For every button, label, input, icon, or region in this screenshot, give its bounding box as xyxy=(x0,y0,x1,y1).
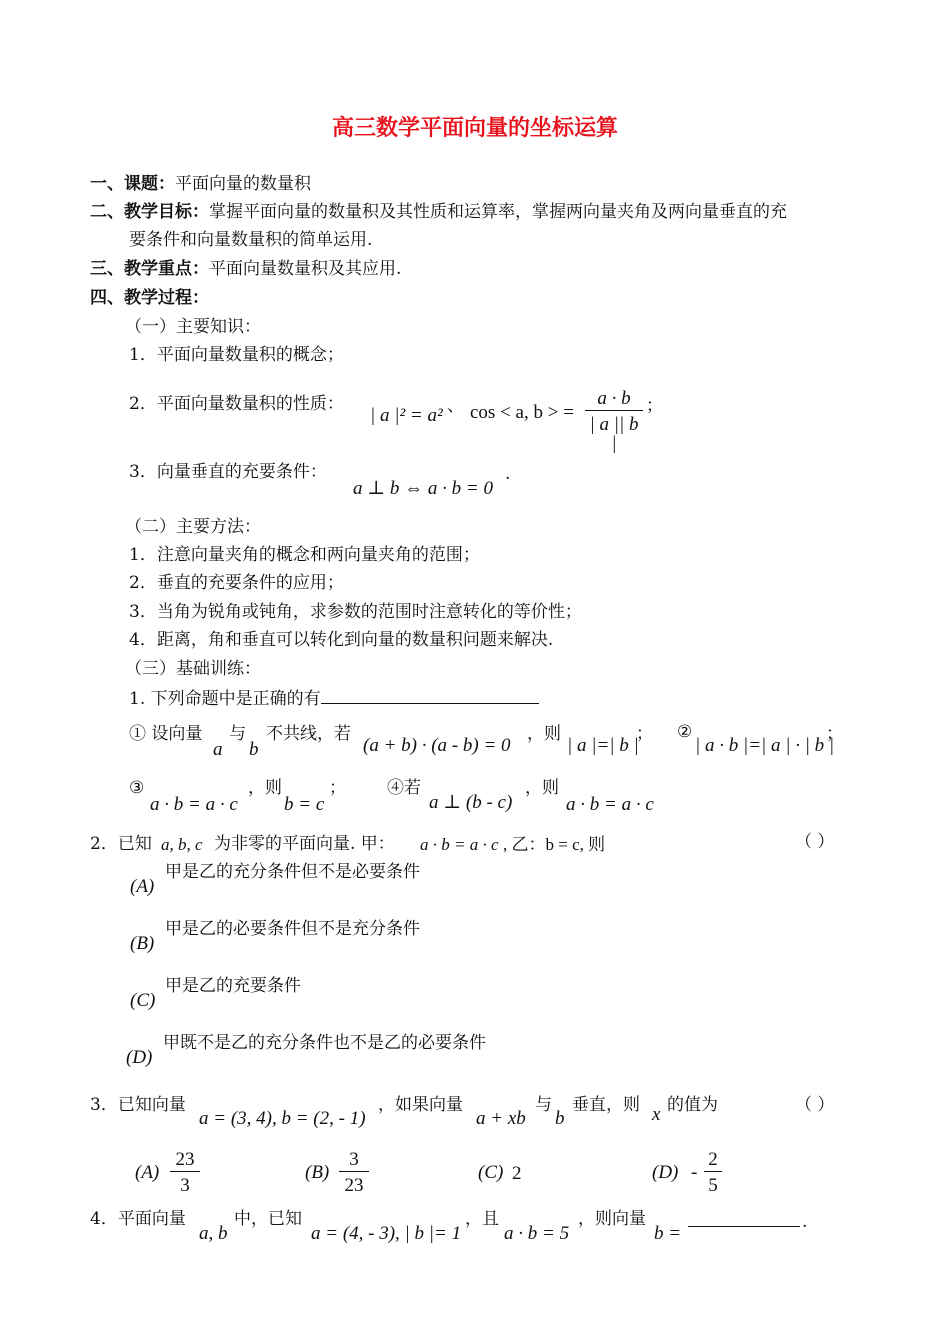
section-2-label: 二、教学目标： xyxy=(90,202,209,222)
question-1-text: 1. 下列命题中是正确的有 xyxy=(129,689,321,709)
prop-1-end: ； xyxy=(636,724,653,744)
option-b-text: 甲是乙的必要条件但不是充分条件 xyxy=(165,919,420,939)
option-d-tag: (D) xyxy=(126,1047,153,1068)
prop-3-prefix: ③ xyxy=(129,778,145,798)
question-4-then: ，则向量 xyxy=(578,1209,646,1229)
method-item-1: 1．注意向量夹角的概念和两向量夹角的范围； xyxy=(129,545,480,565)
prop-4-prefix: ④若 xyxy=(387,778,421,798)
separator-comma: 、 xyxy=(447,396,464,416)
prop-2-end: ； xyxy=(826,724,843,744)
prop-1-then: ，则 xyxy=(527,724,561,744)
answer-blank-4[interactable] xyxy=(688,1212,800,1227)
question-3-combo: a + xb xyxy=(476,1108,526,1129)
prop-1-condition: 不共线，若 xyxy=(266,724,351,744)
section-3-label: 三、教学重点： xyxy=(90,259,209,279)
question-4-mid: 中，已知 xyxy=(234,1209,302,1229)
question-3-mid: ，如果向量 xyxy=(378,1095,463,1115)
question-1-stem xyxy=(129,689,539,708)
section-3 xyxy=(90,261,401,278)
question-2-mid: 为非零的平面向量. 甲： xyxy=(214,834,395,854)
q3-option-b-value xyxy=(339,1150,369,1195)
prop-3-formula: a · b = a · c xyxy=(150,794,238,815)
option-a-tag: (A) xyxy=(130,876,155,897)
prop-1-formula: (a + b) · (a - b) = 0 xyxy=(363,735,511,756)
option-a-text: 甲是乙的充分条件但不是必要条件 xyxy=(165,862,420,882)
option-c-text: 甲是乙的充要条件 xyxy=(165,976,301,996)
prop-3-result: b = c xyxy=(284,794,325,815)
prop-4-formula: a ⊥ (b - c) xyxy=(429,792,513,813)
q3-option-a-value xyxy=(170,1150,200,1195)
question-3-with: 与 xyxy=(535,1095,552,1115)
question-3-vectors: a = (3, 4), b = (2, - 1) xyxy=(199,1108,366,1129)
question-4-prefix: 4．平面向量 xyxy=(90,1209,186,1229)
section-2-text: 掌握平面向量的数量积及其性质和运算率，掌握两向量夹角及两向量垂直的充 xyxy=(209,202,787,222)
method-item-3: 3．当角为锐角或钝角，求参数的范围时注意转化的等价性； xyxy=(129,602,582,622)
semicolon: ； xyxy=(646,396,663,416)
q3-option-d-value xyxy=(704,1150,722,1195)
cosine-denominator: | a || b | xyxy=(589,414,639,454)
answer-paren-2[interactable]: （ ） xyxy=(795,832,835,852)
cosine-numerator: a · b xyxy=(585,389,643,411)
question-4-end: . xyxy=(802,1212,808,1232)
option-b-tag: (B) xyxy=(130,933,155,954)
prop-1-with: 与 xyxy=(229,724,246,744)
knowledge-item-2: 2．平面向量数量积的性质： xyxy=(129,394,344,414)
section-1 xyxy=(90,176,311,193)
question-2-prefix: 2．已知 xyxy=(90,834,152,854)
question-4-ab: a, b xyxy=(199,1223,228,1244)
vector-b: b xyxy=(249,739,259,760)
prop-4-result: a · b = a · c xyxy=(566,794,654,815)
answer-paren-3[interactable]: （ ） xyxy=(795,1095,835,1115)
vector-a: a xyxy=(213,739,223,760)
prop-1-result: | a |=| b | xyxy=(567,735,639,756)
prop-2-prefix: ② xyxy=(677,722,693,742)
q3-option-d-num: 2 xyxy=(704,1150,722,1172)
question-3-prefix: 3．已知向量 xyxy=(90,1095,186,1115)
question-2-yi: , 乙：b = c, 则 xyxy=(503,835,606,854)
prop-3-end: ； xyxy=(329,778,346,798)
page-title: 高三数学平面向量的坐标运算 xyxy=(331,115,618,141)
section-2-text-cont: 要条件和向量数量积的简单运用. xyxy=(129,230,373,250)
q3-option-b-tag: (B) xyxy=(305,1162,330,1183)
answer-blank[interactable] xyxy=(321,689,539,704)
method-item-2: 2．垂直的充要条件的应用； xyxy=(129,573,344,593)
methods-heading: （二）主要方法： xyxy=(125,517,261,537)
prop-4-then: ，则 xyxy=(525,778,559,798)
q3-option-a-den: 3 xyxy=(180,1175,190,1196)
perpendicular-condition: a ⊥ b ⇔ a · b = 0 xyxy=(353,478,493,499)
knowledge-item-3: 3．向量垂直的充要条件： xyxy=(129,462,327,482)
q3-option-d-tag: (D) xyxy=(652,1162,679,1183)
question-2-vectors: a, b, c xyxy=(161,835,203,854)
section-3-text: 平面向量数量积及其应用. xyxy=(209,259,402,279)
section-1-text: 平面向量的数量积 xyxy=(175,174,311,194)
question-4-given: a = (4, - 3), | b |= 1 xyxy=(311,1223,462,1244)
prop-1-prefix: ① 设向量 xyxy=(129,724,203,744)
question-4-dot: a · b = 5 xyxy=(504,1223,570,1244)
knowledge-heading: （一）主要知识： xyxy=(125,317,261,337)
period: . xyxy=(505,464,511,484)
q3-option-b-num: 3 xyxy=(339,1150,369,1172)
cosine-lhs: cos < a, b > = xyxy=(470,402,574,423)
question-3-b: b xyxy=(555,1108,565,1129)
q3-option-a-num: 23 xyxy=(170,1150,200,1172)
question-4-b-eq: b = xyxy=(654,1223,682,1244)
q3-option-d-den: 5 xyxy=(708,1175,718,1196)
method-item-4: 4．距离，角和垂直可以转化到向量的数量积问题来解决. xyxy=(129,630,554,650)
q3-option-c-tag: (C) xyxy=(478,1162,504,1183)
training-heading: （三）基础训练： xyxy=(125,659,261,679)
option-c-tag: (C) xyxy=(130,990,156,1011)
cosine-fraction xyxy=(585,389,643,453)
q3-option-c-value: 2 xyxy=(512,1163,522,1184)
knowledge-item-1: 1．平面向量数量积的概念； xyxy=(129,345,344,365)
prop-3-then: ，则 xyxy=(248,778,282,798)
option-d-text: 甲既不是乙的充分条件也不是乙的必要条件 xyxy=(163,1033,486,1053)
section-1-label: 一、课题： xyxy=(90,174,175,194)
section-4-label: 四、教学过程： xyxy=(90,288,209,308)
question-2-jia: a · b = a · c xyxy=(420,835,499,854)
norm-square-formula: | a |² = a² xyxy=(370,405,443,426)
q3-option-b-den: 23 xyxy=(344,1175,364,1196)
question-4-and: ，且 xyxy=(465,1209,499,1229)
question-3-perp: 垂直，则 xyxy=(572,1095,640,1115)
section-2 xyxy=(90,204,787,221)
q3-option-d-sign: - xyxy=(691,1162,698,1183)
q3-option-a-tag: (A) xyxy=(135,1162,160,1183)
question-3-end: 的值为 xyxy=(667,1095,718,1115)
prop-2-formula: | a · b |=| a | · | b | xyxy=(695,735,835,756)
question-3-x: x xyxy=(652,1104,661,1125)
